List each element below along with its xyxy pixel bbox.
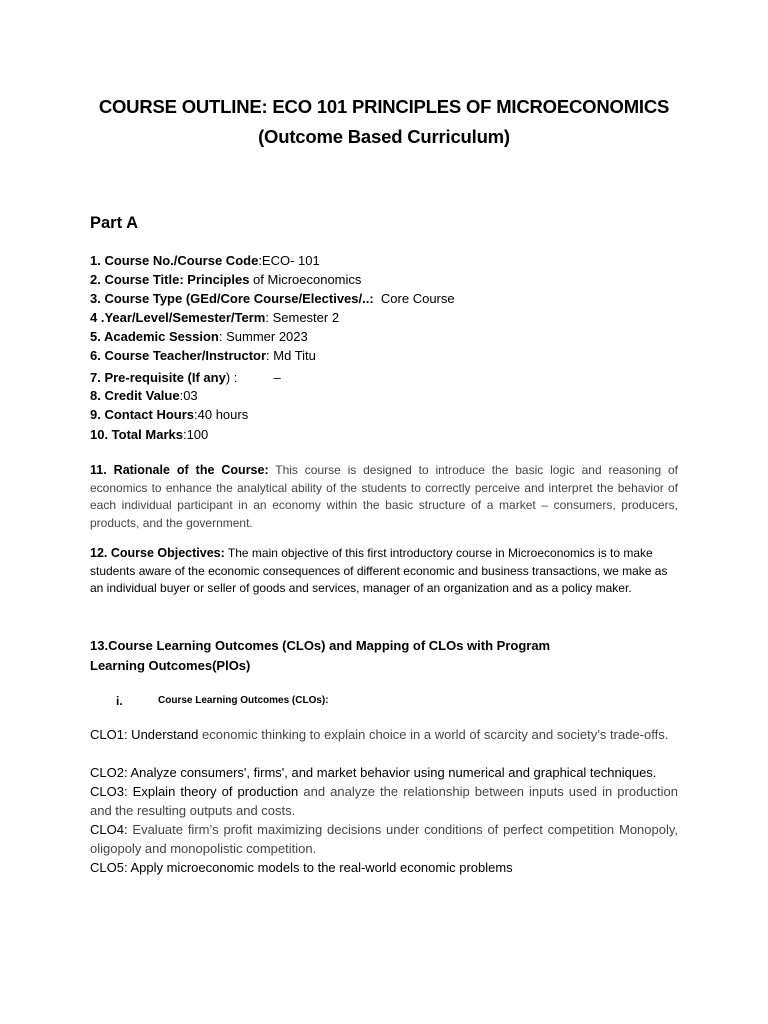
field-year-level: [90, 310, 339, 325]
objectives-label: 12. Course Objectives:: [90, 546, 225, 560]
clo-item-5: [90, 858, 678, 877]
clo-lead: CLO2: Analyze consumers', firms', and market behavior using numerical and graphical techniques.: [90, 765, 657, 780]
page-title-line2: (Outcome Based Curriculum): [258, 126, 510, 147]
field-value: :100: [182, 427, 209, 442]
field-label: 4 .Year/Level/Semester/Term: [90, 310, 266, 325]
field-value: ) : –: [225, 370, 281, 385]
field-label: 6. Course Teacher/Instructor: [90, 348, 267, 363]
rationale-paragraph: [90, 462, 678, 532]
field-course-title: [90, 272, 361, 287]
clo-lead: CLO3: Explain theory of production: [90, 784, 299, 799]
field-label: 10. Total Marks: [90, 427, 183, 442]
rationale-label: 11. Rationale of the Course:: [90, 463, 269, 477]
objectives-paragraph: [90, 545, 670, 598]
field-label: 2. Course Title: Principles: [90, 272, 250, 287]
field-value: :40 hours: [194, 407, 249, 422]
list-numeral: i.: [116, 694, 123, 708]
field-label: 3. Course Type (GEd/Core Course/Electives/..:: [90, 291, 374, 306]
field-contact-hours: [90, 407, 248, 422]
clo-subheading: Course Learning Outcomes (CLOs):: [158, 695, 329, 706]
field-label: 1. Course No./Course Code: [90, 253, 259, 268]
clo-lead: CLO4:: [90, 822, 128, 837]
clo-text: Evaluate firm’s profit maximizing decisions under conditions of perfect competition Monopoly, oligopoly and monopolistic competition.: [90, 822, 678, 856]
field-label: 5. Academic Session: [90, 329, 219, 344]
clo-item-2: [90, 763, 678, 782]
field-value: of Microeconomics: [249, 272, 362, 287]
field-course-teacher: [90, 348, 316, 363]
field-value: : Md Titu: [266, 348, 316, 363]
field-course-code: [90, 253, 320, 268]
clo-text: and analyze the relationship between inputs used in production and the resulting outputs and costs.: [90, 784, 679, 818]
field-course-type: [90, 291, 455, 306]
section13-heading: [90, 636, 650, 675]
field-prerequisite: [90, 370, 281, 385]
section13-heading-line1: 13.Course Learning Outcomes (CLOs) and Mapping of CLOs with Program: [90, 638, 551, 653]
field-value: :03: [179, 388, 198, 403]
field-label: 8. Credit Value: [90, 388, 180, 403]
rationale-text: This course is designed to introduce the basic logic and reasoning of economics to enhance the analytical ability of the students to correctly perceive and interpret the behavior of each individual participant in an economy within the basic structure of a market – consumers, producers, products, and the government.: [90, 463, 678, 530]
clo-item-1: [90, 725, 678, 744]
section13-heading-line2: Learning Outcomes(PlOs): [90, 657, 251, 673]
field-label: 7. Pre-requisite (If any: [90, 370, 226, 385]
clo-item-3: [90, 782, 678, 820]
field-value: Core Course: [373, 291, 455, 306]
field-value: : Summer 2023: [218, 329, 308, 344]
clo-item-4: [90, 820, 678, 858]
clo-lead: CLO5: Apply microeconomic models to the real-world economic problems: [90, 860, 513, 875]
clo-lead: CLO1: Understand: [90, 727, 199, 742]
field-academic-session: [90, 329, 308, 344]
field-value: : Semester 2: [265, 310, 340, 325]
field-credit-value: [90, 388, 198, 403]
field-total-marks: [90, 427, 208, 442]
field-value: :ECO- 101: [258, 253, 320, 268]
clo-text: economic thinking to explain choice in a world of scarcity and society’s trade-offs.: [198, 727, 669, 742]
objectives-text: The main objective of this first introductory course in Microeconomics is to make students aware of the economic consequences of different economic and business transactions, we make as an individual buyer or seller of goods and services, manager of an organization and as a policy maker.: [90, 546, 668, 595]
field-label: 9. Contact Hours: [90, 407, 195, 422]
part-heading: Part A: [90, 214, 138, 232]
page-title-line1: COURSE OUTLINE: ECO 101 PRINCIPLES OF MICROECONOMICS: [98, 96, 670, 117]
